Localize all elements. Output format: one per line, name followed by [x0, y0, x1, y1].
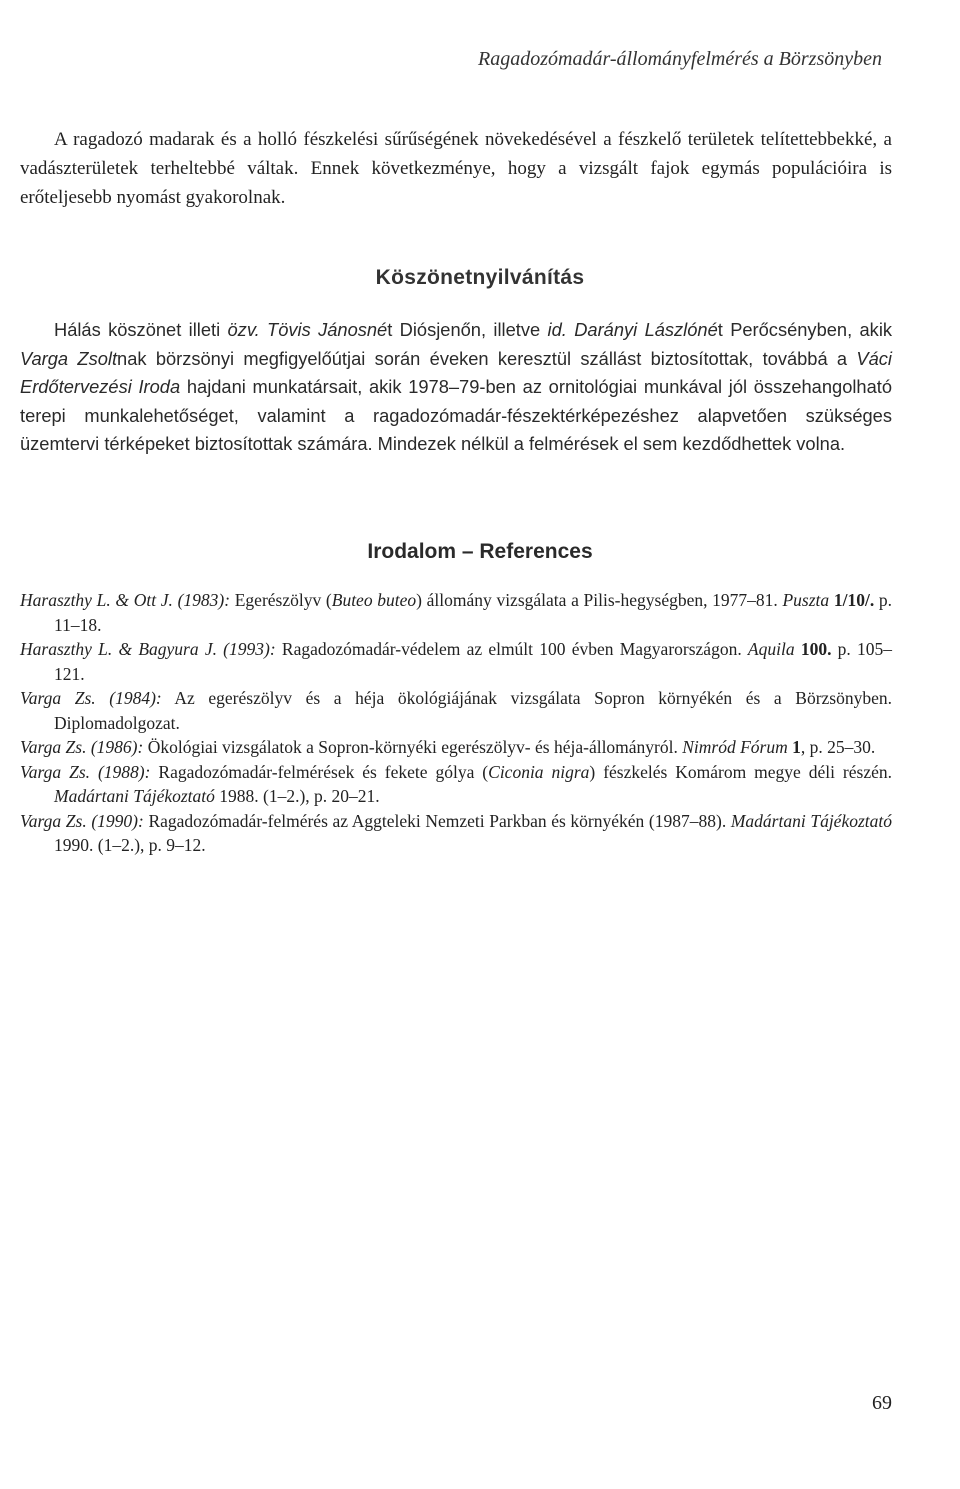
reference-journal: Nimród Fórum	[682, 737, 788, 757]
reference-journal: Puszta	[782, 590, 830, 610]
reference-item	[20, 735, 892, 760]
ack-institution: Váci Erdőtervezési Iroda	[20, 347, 892, 398]
reference-text: Ökológiai vizsgálatok a Sopron-környéki egerészölyv- és héja-állományról.	[143, 737, 683, 757]
ack-text: t Diósjenőn, illetve	[387, 319, 548, 340]
reference-species: Ciconia nigra	[488, 761, 590, 782]
reference-volume: 100.	[794, 639, 832, 659]
reference-text: Ragadozómadár-felmérések és fekete gólya (	[150, 761, 489, 782]
ack-name: id. Darányi Lászlóné	[547, 319, 718, 340]
intro-text: A ragadozó madarak és a holló fészkelési sűrűségének növekedésével a fészkelő területek telítettebbekké, a vadászterületek terheltebbé váltak. Ennek következménye, hogy a vizsgált fajok egymás populációira is erőteljesebb nyomást gyakorolnak.	[20, 129, 892, 208]
reference-volume: 1/10/.	[829, 590, 875, 610]
reference-text: Egerészölyv (	[230, 590, 332, 610]
reference-item	[20, 686, 892, 735]
reference-pages: p. 11–18.	[54, 590, 893, 635]
running-header: Ragadozómadár-állományfelmérés a Börzsönyben	[478, 48, 882, 70]
references-heading: Irodalom – References	[367, 540, 593, 563]
reference-text: ) fészkelés Komárom megye déli részén.	[589, 761, 893, 782]
reference-item	[20, 637, 892, 686]
reference-journal: Madártani Tájékoztató	[730, 810, 892, 831]
reference-text: Ragadozómadár-védelem az elmúlt 100 évben Magyarországon.	[275, 639, 748, 659]
reference-text: Ragadozómadár-felmérés az Aggteleki Nemzeti Parkban és környékén (1987–88).	[143, 810, 731, 831]
acknowledgements-heading: Köszönetnyilvánítás	[375, 266, 585, 289]
reference-author: Varga Zs. (1990):	[20, 810, 144, 831]
reference-pages: , p. 25–30.	[800, 737, 876, 757]
reference-author: Haraszthy L. & Bagyura J. (1993):	[20, 639, 276, 659]
acknowledgements-paragraph	[20, 316, 892, 459]
reference-item	[20, 588, 892, 637]
reference-author: Haraszthy L. & Ott J. (1983):	[20, 590, 231, 610]
reference-pages: 1990. (1–2.), p. 9–12.	[54, 835, 206, 855]
reference-item	[20, 760, 892, 809]
ack-text: nak börzsönyi megfigyelőútjai során éveken keresztül szállást biztosítottak, továbbá a	[117, 347, 857, 369]
reference-pages: p. 105–121.	[54, 639, 893, 684]
page-number: 69	[872, 1392, 892, 1414]
intro-paragraph	[20, 125, 892, 212]
ack-name: Varga Zsolt	[20, 347, 118, 369]
reference-species: Buteo buteo	[331, 590, 417, 610]
reference-text: Az egerészölyv és a héja ökológiájának vizsgálata Sopron környékén és a Börzsönyben. Diplomadolgozat.	[54, 688, 893, 733]
reference-journal: Aquila	[747, 639, 795, 659]
reference-author: Varga Zs. (1986):	[20, 737, 144, 757]
reference-author: Varga Zs. (1988):	[20, 761, 151, 782]
reference-volume: 1	[787, 737, 801, 757]
ack-name: özv. Tövis Jánosné	[227, 319, 388, 340]
reference-journal: Madártani Tájékoztató	[54, 786, 215, 806]
reference-list	[20, 588, 892, 858]
ack-text: hajdani munkatársait, akik 1978–79-ben az ornitológiai munkával jól összehangolható terepi munkalehetőséget, valamint a ragadozómadár-fészektérképezéshez alapvetően szükséges üzemtervi térképeket biztosítottak számára. Mindezek nélkül a felmérések el sem kezdődhettek volna.	[20, 376, 892, 455]
reference-author: Varga Zs. (1984):	[20, 688, 162, 708]
reference-text: ) állomány vizsgálata a Pilis-hegységben, 1977–81.	[416, 590, 783, 610]
ack-text: t Perőcsényben, akik	[717, 319, 893, 340]
reference-item	[20, 809, 892, 858]
ack-text: Hálás köszönet illeti	[54, 319, 228, 340]
reference-pages: 1988. (1–2.), p. 20–21.	[214, 786, 380, 806]
